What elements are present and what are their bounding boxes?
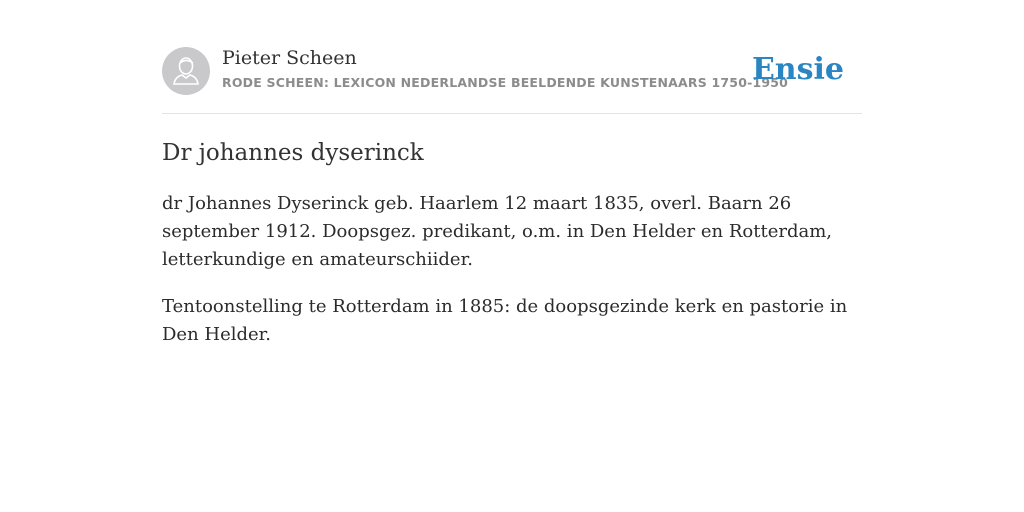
brand-logo[interactable]: Ensie <box>751 52 844 87</box>
header-divider <box>162 113 862 114</box>
article-paragraph: dr Johannes Dyserinck geb. Haarlem 12 maart 1835, overl. Baarn 26 september 1912. Doopsgez. predikant, o.m. in Den Helder en Rotterdam, letterkundige en amateurschiider. <box>162 193 833 270</box>
article-header <box>162 46 862 96</box>
user-icon <box>162 47 210 95</box>
author-name[interactable]: Pieter Scheen <box>222 47 357 69</box>
article-title: Dr johannes dyserinck <box>162 140 424 166</box>
author-avatar[interactable] <box>162 47 210 95</box>
source-title[interactable]: RODE SCHEEN: LEXICON NEDERLANDSE BEELDENDE KUNSTENAARS 1750-1950 <box>222 75 789 90</box>
article-paragraph: Tentoonstelling te Rotterdam in 1885: de doopsgezinde kerk en pastorie in Den Helder. <box>162 296 848 345</box>
